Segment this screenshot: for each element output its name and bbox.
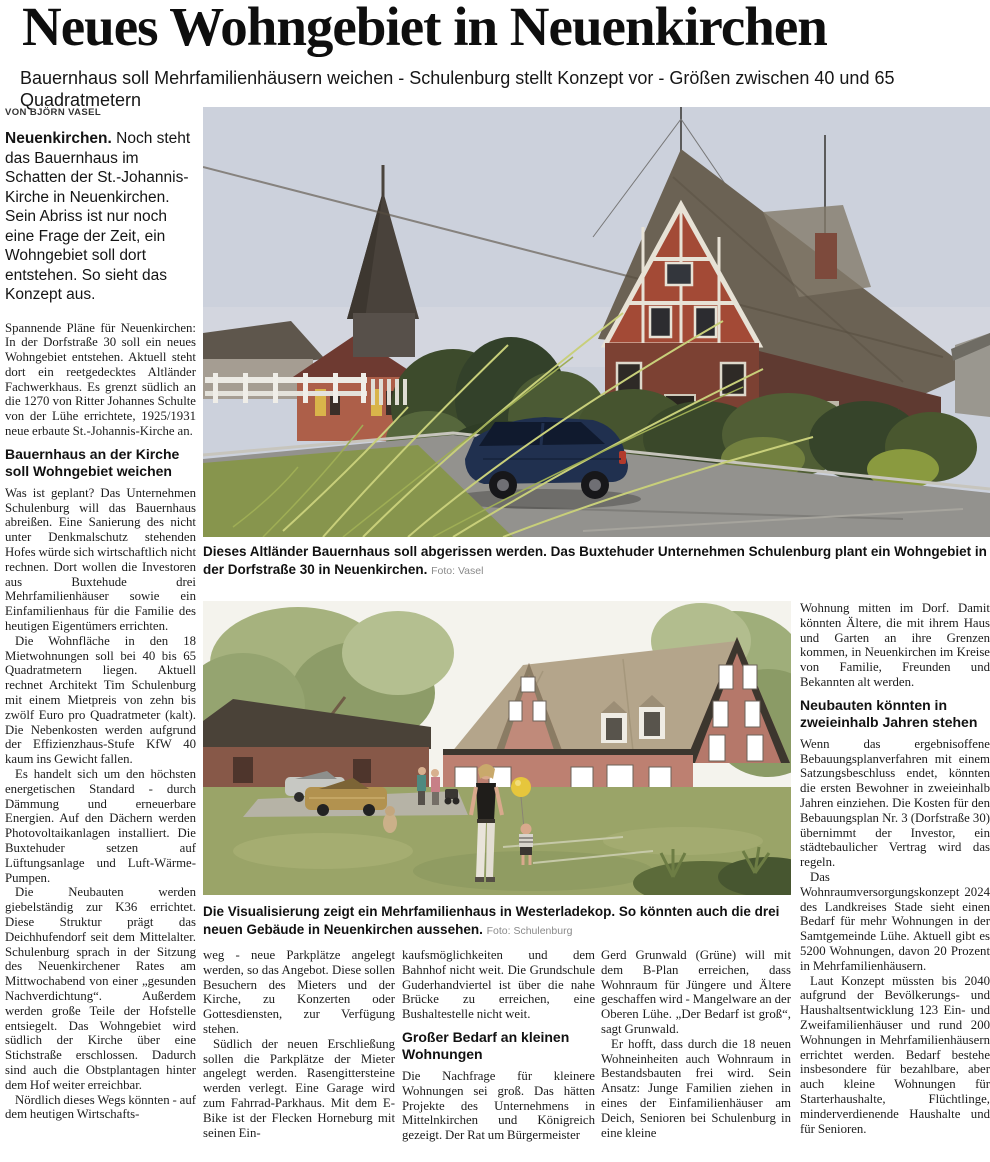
column-5 [800,601,990,1162]
paragraph: Laut Konzept müssten bis 2040 aufgrund der Bevölkerungs- und Haushaltsentwicklung 123 Ein- und Zweifamilienhäuser und rund 200 Wohnungen in Mehrfamilienhäusern errichtet werden. Bedarf bestehe insbesondere für bezahlbare, aber auch kleine Wohnungen für Starterhaushalte, Flüchtlinge, minderverdienende Haushalte und für Senioren. [800,973,990,1136]
paragraph: weg - neue Parkplätze angelegt werden, so das Angebot. Diese sollen Besuchern des Mieters und der Kirche, zu Konzerten oder Gottesdiensten, zur Verfügung stehen. [203,948,395,1036]
paragraph: Wenn das ergebnisoffene Bebauungsplanverfahren mit einem Satzungsbeschluss endet, könnten die ersten Bewohner in zweieinhalb Jahren einziehen. Die Kosten für den Bebauungsplan Nr. 3 (Dorfstraße 30) übernimmt der Investor, ein städtebaulicher Vertrag wird das regeln. [800,736,990,870]
photo1-caption [203,543,990,580]
photo2-credit: Foto: Schulenburg [486,925,573,937]
paragraph: Die Nachfrage für kleinere Wohnungen sei groß. Das hätten Projekte des Unternehmens in Mittelnkirchen und Königreich gezeigt. Der Rat um Bürgermeister [402,1068,595,1143]
subhead-neubauten: Neubauten könnten in zweieinhalb Jahren stehen [800,696,978,731]
photo-farmhouse [203,107,990,537]
paragraph: Wohnung mitten im Dorf. Damit könnten Ältere, die mit ihrem Haus und Garten an ihre Grenzen kommen, in Neuenkirchen im Kreise von Familie, Freunden und Bekannten alt werden. [800,601,990,689]
chimney [815,233,837,279]
column-4 [601,948,791,1162]
paragraph: Gerd Grunwald (Grüne) will mit dem B-Plan erreichen, dass Wohnraum für Jüngere und Ältere geschaffen wird - Mangelware an der Oberen Lühe. „Der Bedarf ist groß“, sagt Grunwald. [601,948,791,1036]
paragraph: Was ist geplant? Das Unternehmen Schulenburg will das Bauernhaus abreißen. Eine Sanierung des nicht unter Denkmalschutz stehenden Hofes würde sich wirtschaftlich nicht rechnen. Dort wollen die Investoren aus Buxtehude drei Mehrfamilienhäuser sowie ein Einfamilienhaus für die Familie des heutigen Eigentümers errichten. [5,485,196,634]
paragraph: Spannende Pläne für Neuenkirchen: In der Dorfstraße 30 soll ein neues Wohngebiet entstehen. Aktuell steht dort ein reetgedecktes Altländer Fachwerkhaus. Es grenzt südlich an die 1270 von Ritter Johannes Schulte von der Lühe errichtete, 1925/1931 neue erbaute St.-Johannis-Kirche an. [5,320,196,439]
photo1-caption-text: Dieses Altländer Bauernhaus soll abgerissen werden. Das Buxtehuder Unternehmen Schulenburg plant ein Wohngebiet in der Dorfstraße 30 in Neuenkirchen. [203,544,987,577]
lead-paragraph [5,129,196,305]
subheadline: Bauernhaus soll Mehrfamilienhäusern weichen - Schulenburg stellt Konzept vor - Größen zwischen 40 und 65 Quadratmetern [20,68,895,110]
column-2 [203,948,395,1162]
paragraph: Südlich der neuen Erschließung sollen die Parkplätze der Mieter angelegt werden. Rasengittersteine werden verlegt. Eine Garage wird zum Fahrrad-Parkhaus. Mit dem E-Bike ist der Flecken Horneburg mit seinen Ein- [203,1036,395,1140]
photo2-caption [203,903,791,940]
gray-house [951,333,990,417]
subhead-bedarf: Großer Bedarf an kleinen Wohnungen [402,1028,570,1063]
paragraph: Die Neubauten werden giebelständig zur K36 errichtet. Diese Struktur prägt das Deichhufendorf seit dem Mittelalter. Schulenburg sprach in der Sitzung des Neuenkirchener Rates am Mittwochabend von einer „gesunden Nachverdichtung“. Außerdem werden große Teile der Hofstelle entsiegelt. Das Wohngebiet wird südlich der Kirche über eine Stichstraße erschlossen. Dadurch sind auch die Obstplantagen hinter dem Hof weiter erreichbar. [5,885,196,1092]
visualization-scene [203,601,791,895]
column-3 [402,948,595,1162]
dog [383,806,397,833]
paragraph: Er hofft, dass durch die 18 neuen Wohneinheiten auch Wohnraum in Bestandsbauten frei wird. Sein Ansatz: Junge Familien ziehen in eines der Einfamilienhäuser am Deich, Senioren bei Schulenburg in eine kleine [601,1036,791,1140]
paragraph: Es handelt sich um den höchsten energetischen Standard - durch Dämmung und erneuerbare Energien. Auf den Dächern werden Photovoltaikanlagen installiert. Die Buxtehuder setzen auf Lüftungsanlage und Luft-Wärme-Pumpen. [5,767,196,885]
left-column [5,129,196,1162]
farmhouse-scene [203,107,990,537]
photo2-caption-text: Die Visualisierung zeigt ein Mehrfamilienhaus in Westerladekop. So könnten auch die drei neuen Gebäude in Neuenkirchen aussehen. [203,904,780,937]
subhead-bauernhaus: Bauernhaus an der Kirche soll Wohngebiet weichen [5,445,180,480]
paragraph: kaufsmöglichkeiten und dem Bahnhof nicht weit. Die Grundschule Guderhandviertel ist über die nahe Brücke zu erreichen, eine Bushaltestelle nicht weit. [402,948,595,1022]
taillight [619,451,626,464]
paragraph: Die Wohnfläche in den 18 Mietwohnungen soll bei 40 bis 65 Quadratmetern liegen. Aktuell rechnet Architekt Tim Schulenburg mit einem Mietpreis von zehn bis zwölf Euro pro Quadratmeter (kalt). Die Nebenkosten werden aufgrund der Effizienzhaus-Stufe KfW 40 kaum ins Gewicht fallen. [5,633,196,767]
paragraph: Das Wohnraumversorgungskonzept 2024 des Landkreises Stade sieht einen Bedarf für mehr Wohnungen in der Samtgemeinde Lühe. Aktuell gibt es 5200 Wohnungen, davon 20 Prozent in Mehrfamilienhäusern. [800,869,990,973]
lead-location: Neuenkirchen. [5,130,112,147]
lead-text: Noch steht das Bauernhaus im Schatten der St.-Johannis-Kirche in Neuenkirchen. Sein Abriss ist nur noch eine Frage der Zeit, ein Wohngebiet soll dort entstehen. So sieht das Konzept aus. [5,130,191,303]
headline: Neues Wohngebiet in Neuenkirchen [22,0,827,57]
paragraph: Nördlich dieses Wegs könnten - auf dem heutigen Wirtschafts- [5,1092,196,1122]
photo1-credit: Foto: Vasel [431,565,484,577]
byline: VON BJÖRN VASEL [5,107,102,118]
photo-visualization [203,601,791,895]
